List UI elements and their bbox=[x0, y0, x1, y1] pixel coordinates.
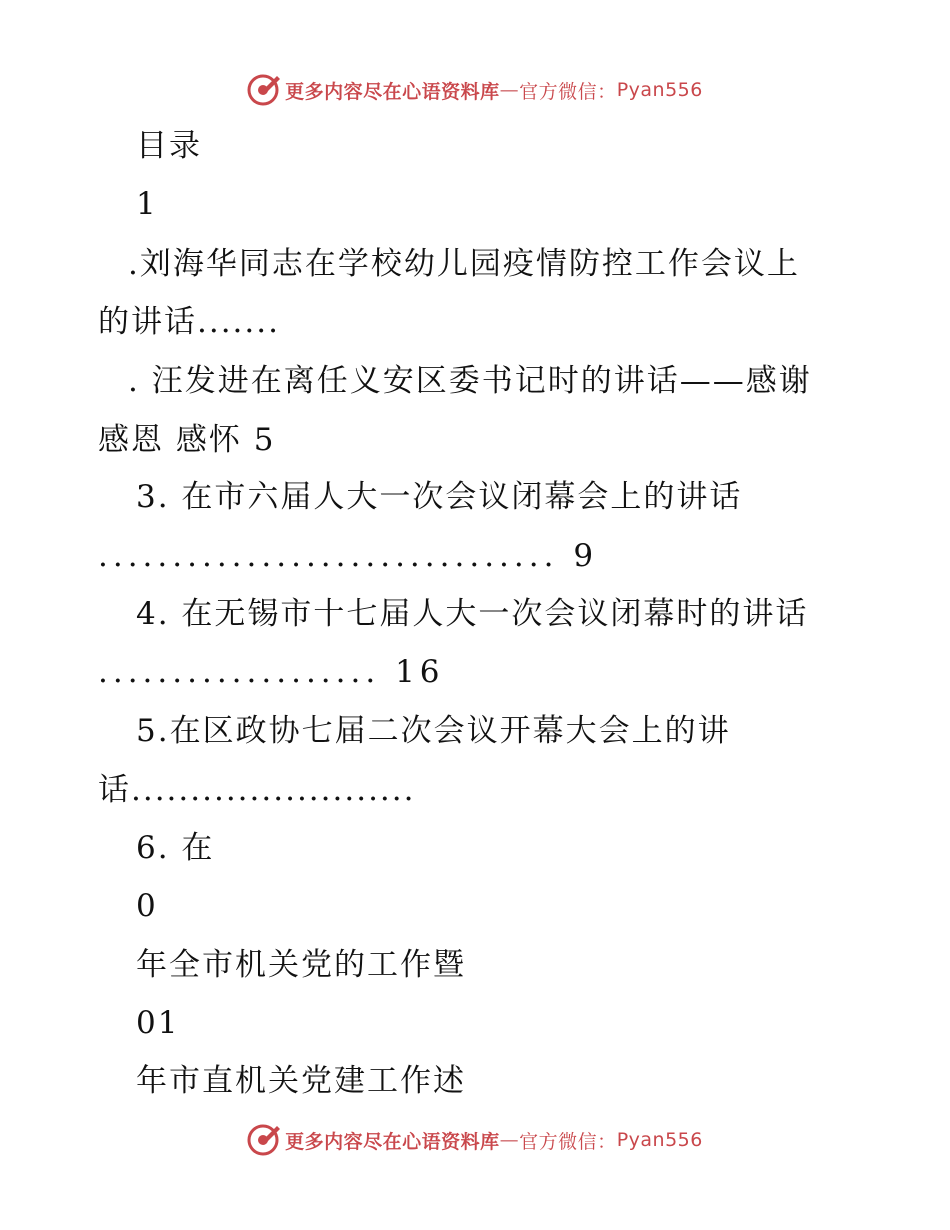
banner-sub-text: 官方微信： bbox=[519, 1130, 617, 1153]
banner-separator: — bbox=[499, 79, 520, 101]
banner-separator: — bbox=[499, 1129, 520, 1151]
pen-logo-icon bbox=[247, 1123, 281, 1157]
toc-line: 0 bbox=[136, 888, 158, 924]
toc-line: . 汪发进在离任义安区委书记时的讲话——感谢 bbox=[128, 363, 812, 399]
toc-line: 1 bbox=[136, 186, 158, 222]
toc-line: 感恩 感怀 5 bbox=[98, 422, 276, 458]
toc-line: 话........................ bbox=[98, 772, 416, 808]
toc-line: 01 bbox=[136, 1005, 180, 1041]
watermark-banner-top bbox=[0, 70, 950, 110]
banner-main-text: 更多内容尽在心语资料库 bbox=[285, 80, 500, 103]
toc-line: 5.在区政协七届二次会议开幕大会上的讲 bbox=[136, 713, 731, 749]
toc-line: 6. 在 bbox=[136, 830, 215, 866]
pen-logo-icon bbox=[247, 73, 281, 107]
toc-line: 4. 在无锡市十七届人大一次会议闭幕时的讲话 bbox=[136, 596, 809, 632]
banner-wechat-id: Pyan556 bbox=[616, 79, 703, 101]
banner-sub-text: 官方微信： bbox=[519, 80, 617, 103]
toc-line: 3. 在市六届人大一次会议闭幕会上的讲话 bbox=[136, 479, 743, 515]
toc-line: 的讲话....... bbox=[98, 304, 280, 340]
toc-line: .刘海华同志在学校幼儿园疫情防控工作会议上 bbox=[128, 246, 800, 282]
toc-line: 年市直机关党建工作述 bbox=[136, 1063, 466, 1099]
toc-line: ................... 16 bbox=[98, 654, 445, 690]
toc-line: 年全市机关党的工作暨 bbox=[136, 947, 466, 983]
toc-line: ............................... 9 bbox=[98, 538, 599, 574]
toc-heading: 目录 bbox=[136, 128, 202, 164]
watermark-banner-bottom bbox=[0, 1120, 950, 1160]
banner-wechat-id: Pyan556 bbox=[616, 1129, 703, 1151]
banner-main-text: 更多内容尽在心语资料库 bbox=[285, 1130, 500, 1153]
